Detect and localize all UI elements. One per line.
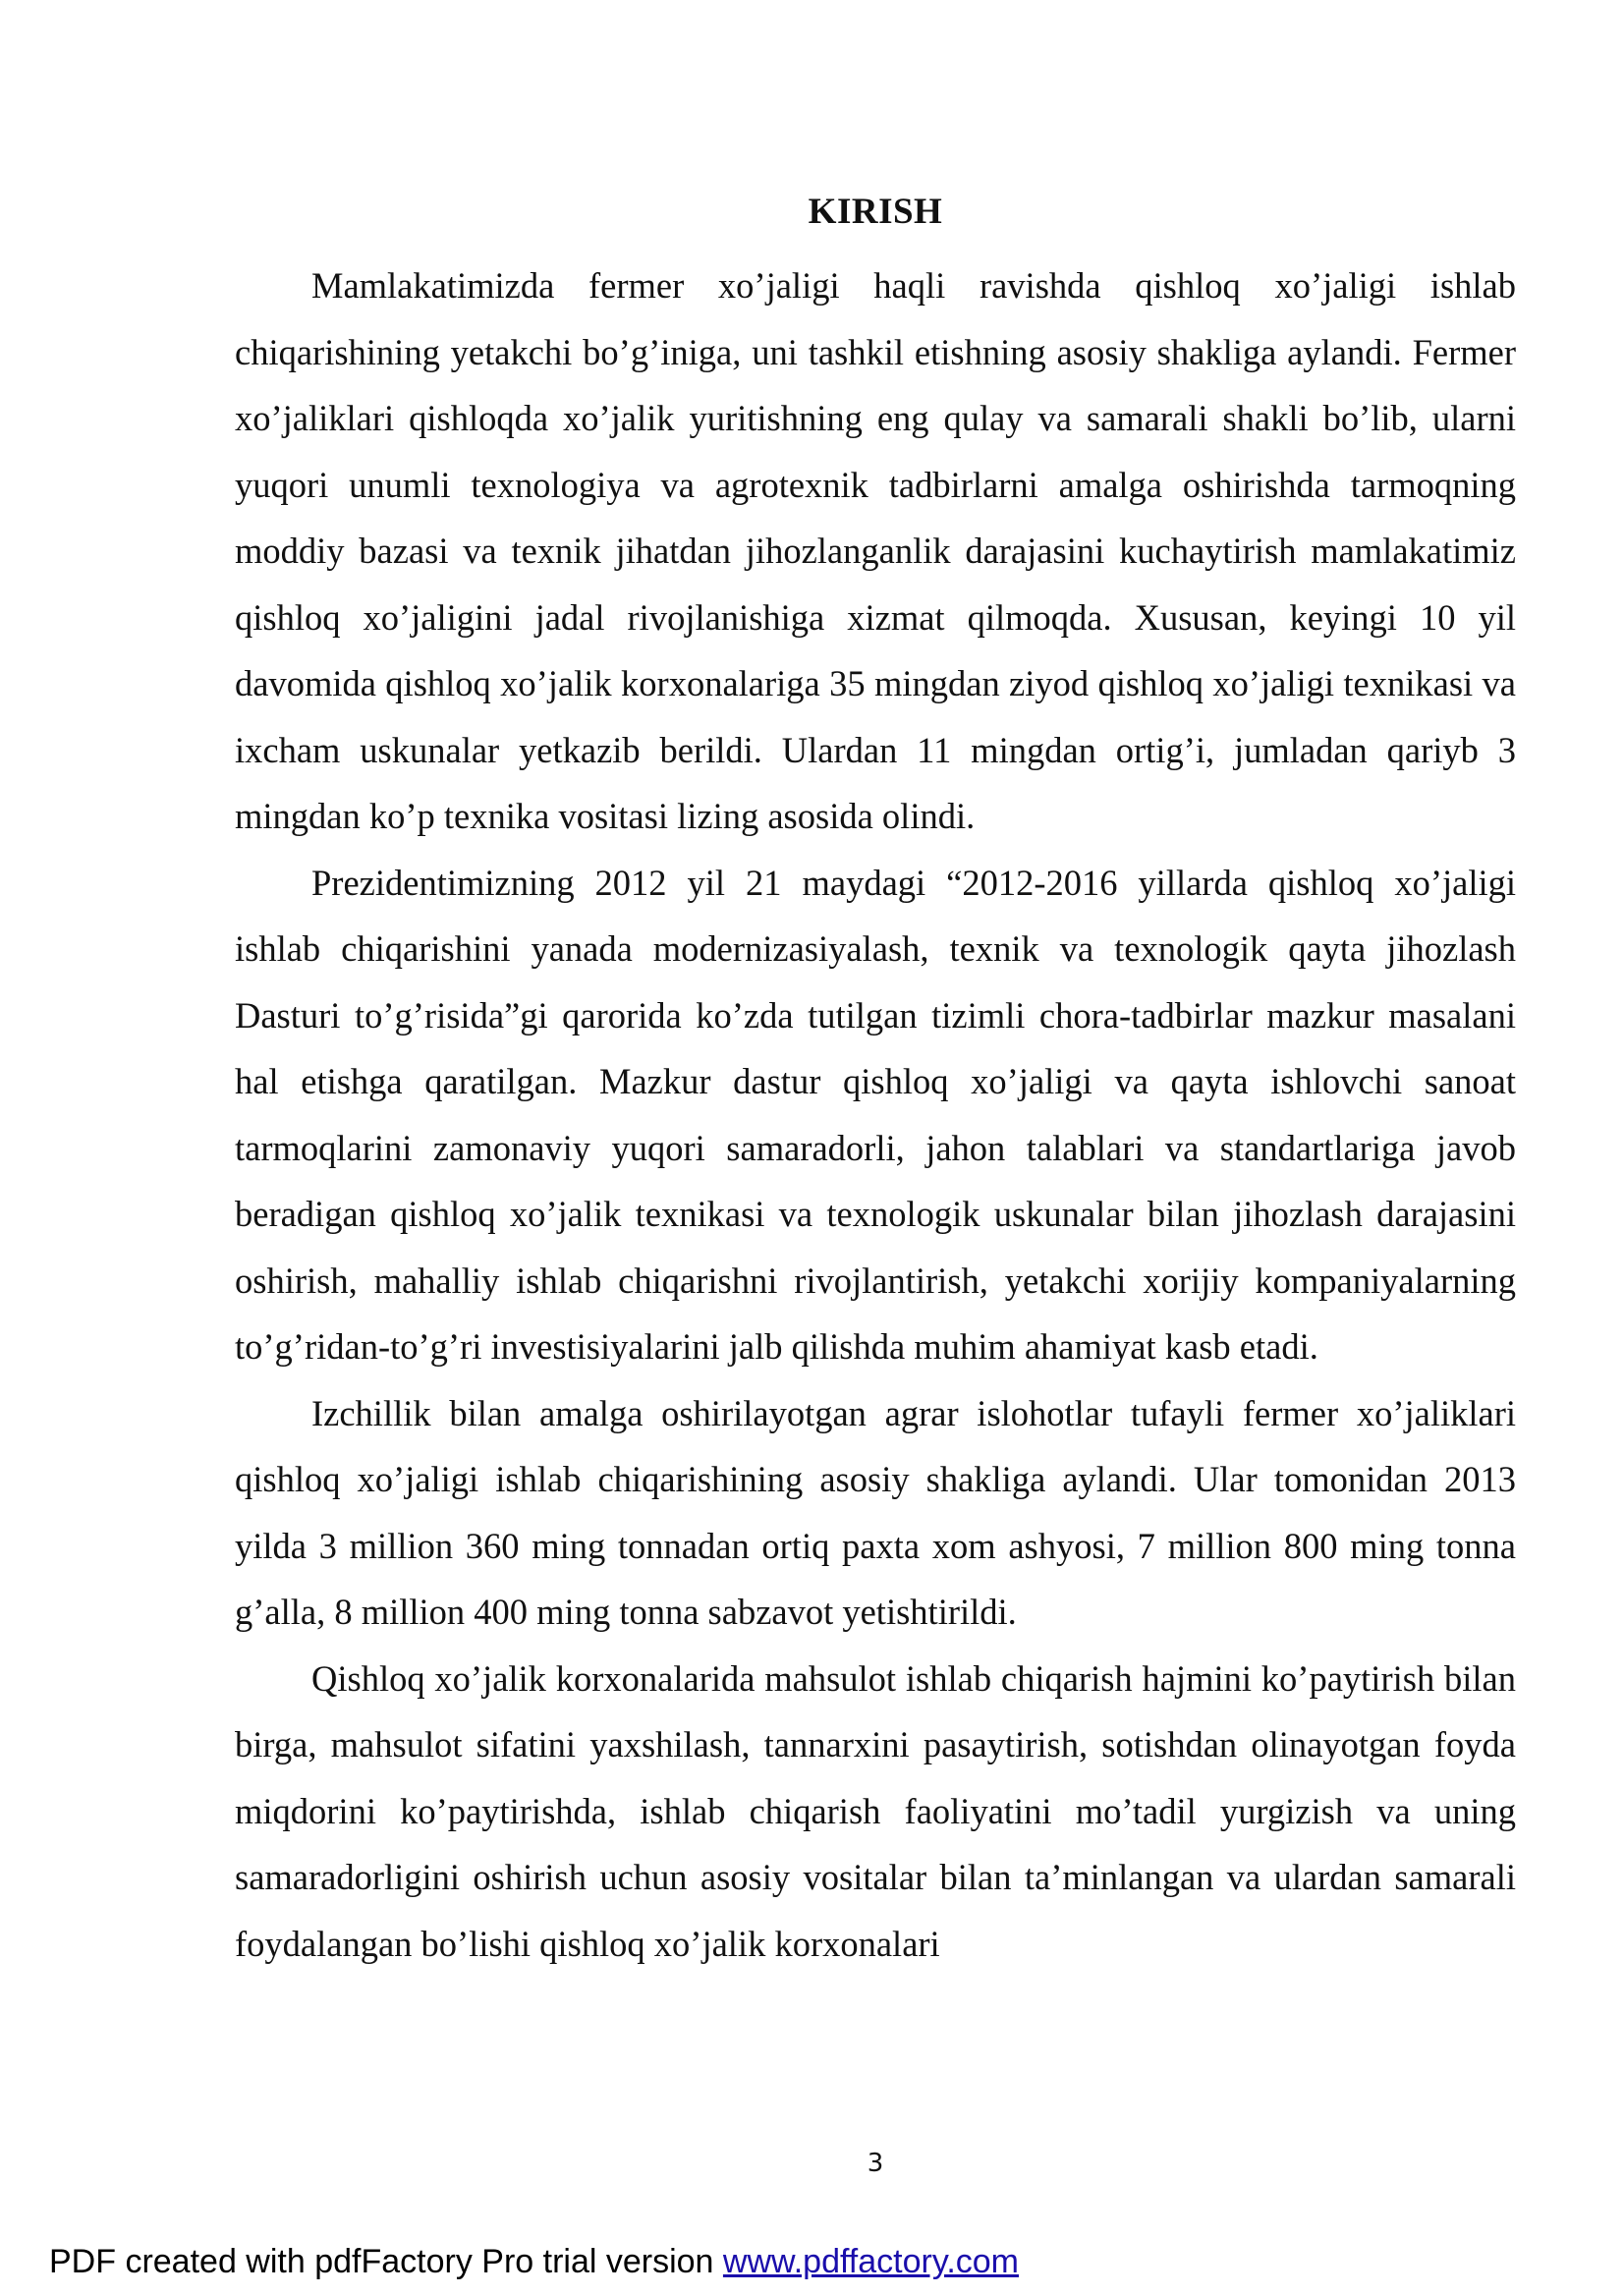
document-body [235,252,1516,1977]
page-number: 3 [867,2149,884,2178]
page-title: KIRISH [808,192,943,232]
paragraph-2: Prezidentimizning 2012 yil 21 maydagi “2012-2016 yillarda qishloq xo’jaligi ishlab chiqarishini yanada modernizasiyalash, texnik va texnologik qayta jihozlash Dasturi to’g’risida”gi qarorida ko’zda tutilgan tizimli chora-tadbirlar mazkur masalani hal etishga qaratilgan. Mazkur dastur qishloq xo’jaligi va qayta ishlovchi sanoat tarmoqlarini zamonaviy yuqori samaradorli, jahon talablari va standartlariga javob beradigan qishloq xo’jalik texnikasi va texnologik uskunalar bilan jihozlash darajasini oshirish, mahalliy ishlab chiqarishni rivojlantirish, yetakchi xorijiy kompaniyalarning to’g’ridan-to’g’ri investisiyalarini jalb qilishda muhim ahamiyat kasb etadi. [235,862,1516,1367]
paragraph-1: Mamlakatimizda fermer xo’jaligi haqli ravishda qishloq xo’jaligi ishlab chiqarishining yetakchi bo’g’iniga, uni tashkil etishning asosiy shakliga aylandi. Fermer xo’jaliklari qishloqda xo’jalik yuritishning eng qulay va samarali shakli bo’lib, ularni yuqori unumli texnologiya va agrotexnik tadbirlarni amalga oshirishda tarmoqning moddiy bazasi va texnik jihatdan jihozlanganlik darajasini kuchaytirish mamlakatimiz qishloq xo’jaligini jadal rivojlanishiga xizmat qilmoqda. Xususan, keyingi 10 yil davomida qishloq xo’jalik korxonalariga 35 mingdan ziyod qishloq xo’jaligi texnikasi va ixcham uskunalar yetkazib berildi. Ulardan 11 mingdan ortig’i, jumladan qariyb 3 mingdan ko’p texnika vositasi lizing asosida olindi. [235,265,1516,836]
pdffactory-link[interactable]: www.pdffactory.com [722,2243,1019,2280]
pdf-watermark-footer [49,2240,1019,2283]
paragraph-3: Izchillik bilan amalga oshirilayotgan agrar islohotlar tufayli fermer xo’jaliklari qishloq xo’jaligi ishlab chiqarishining asosiy shakliga aylandi. Ular tomonidan 2013 yilda 3 million 360 ming tonnadan ortiq paxta xom ashyosi, 7 million 800 ming tonna g’alla, 8 million 400 ming tonna sabzavot yetishtirildi. [235,1392,1516,1632]
footer-text: PDF created with pdfFactory Pro trial version [49,2243,723,2280]
paragraph-4: Qishloq xo’jalik korxonalarida mahsulot ishlab chiqarish hajmini ko’paytirish bilan birga, mahsulot sifatini yaxshilash, tannarxini pasaytirish, sotishdan olinayotgan foyda miqdorini ko’paytirishda, ishlab chiqarish faoliyatini mo’tadil yurgizish va uning samaradorligini oshirish uchun asosiy vositalar bilan ta’minlangan va ulardan samarali foydalangan bo’lishi qishloq xo’jalik korxonalari [235,1657,1516,1964]
